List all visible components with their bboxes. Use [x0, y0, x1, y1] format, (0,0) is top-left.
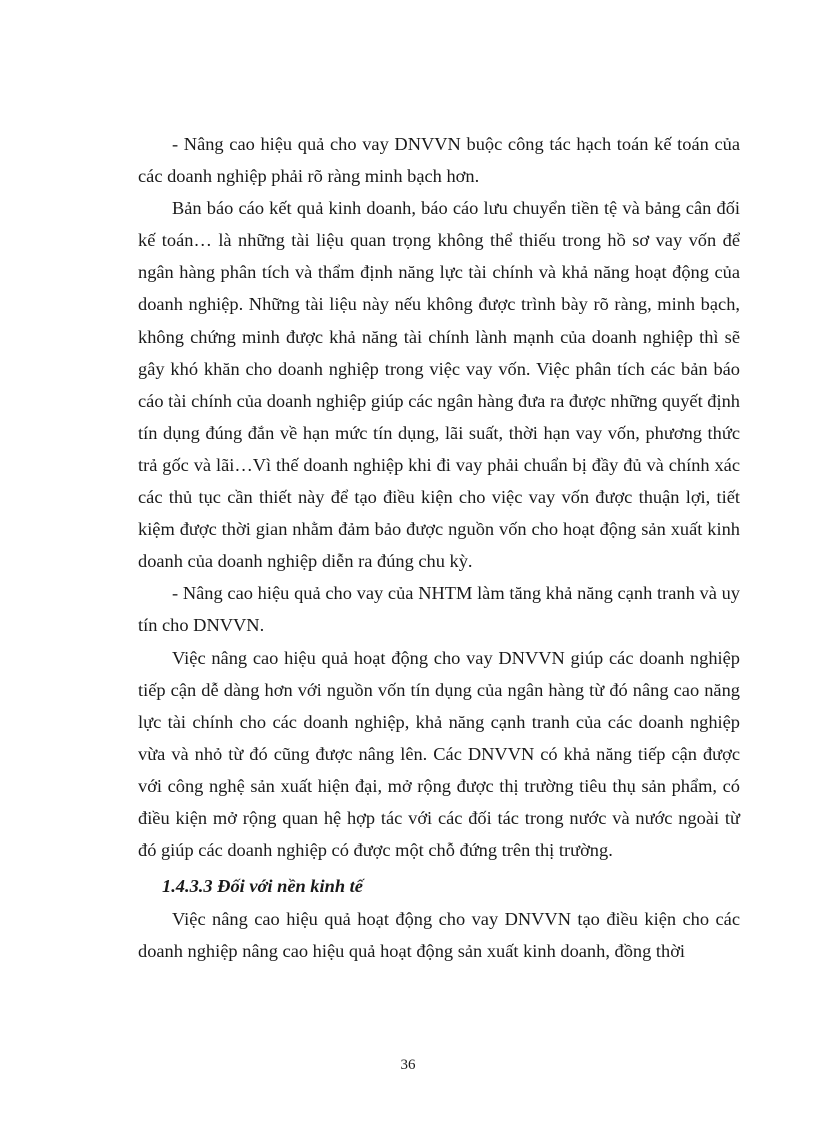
page-body: [138, 128, 740, 967]
paragraph-financial-reports: Bản báo cáo kết quả kinh doanh, báo cáo lưu chuyển tiền tệ và bảng cân đối kế toán… là những tài liệu quan trọng không thể thiếu trong hồ sơ vay vốn để ngân hàng phân tích và thẩm định năng lực tài chính và khả năng hoạt động của doanh nghiệp. Những tài liệu này nếu không được trình bày rõ ràng, minh bạch, không chứng minh được khả năng tài chính lành mạnh của doanh nghiệp thì sẽ gây khó khăn cho doanh nghiệp trong việc vay vốn. Việc phân tích các bản báo cáo tài chính của doanh nghiệp giúp các ngân hàng đưa ra được những quyết định tín dụng đúng đắn về hạn mức tín dụng, lãi suất, thời hạn vay vốn, phương thức trả gốc và lãi…Vì thế doanh nghiệp khi đi vay phải chuẩn bị đầy đủ và chính xác các thủ tục cần thiết này để tạo điều kiện cho việc vay vốn được thuận lợi, tiết kiệm được thời gian nhằm đảm bảo được nguồn vốn cho hoạt động sản xuất kinh doanh của doanh nghiệp diễn ra đúng chu kỳ.: [138, 198, 740, 572]
page-number: 36: [400, 1057, 416, 1073]
paragraph-competitiveness: - Nâng cao hiệu quả cho vay của NHTM làm tăng khả năng cạnh tranh và uy tín cho DNVVN.: [138, 583, 740, 636]
section-heading: 1.4.3.3 Đối với nền kinh tế: [162, 876, 363, 897]
paragraph-economy-impact: Việc nâng cao hiệu quả hoạt động cho vay DNVVN tạo điều kiện cho các doanh nghiệp nâng cao hiệu quả hoạt động sản xuất kinh doanh, đồng thời: [138, 909, 740, 962]
paragraph-accounting-transparency: - Nâng cao hiệu quả cho vay DNVVN buộc công tác hạch toán kế toán của các doanh nghiệp phải rõ ràng minh bạch hơn.: [138, 134, 740, 187]
paragraph-capital-access: Việc nâng cao hiệu quả hoạt động cho vay DNVVN giúp các doanh nghiệp tiếp cận dễ dàng hơn với nguồn vốn tín dụng của ngân hàng từ đó nâng cao năng lực tài chính cho các doanh nghiệp, khả năng cạnh tranh của các doanh nghiệp vừa và nhỏ từ đó cũng được nâng lên. Các DNVVN có khả năng tiếp cận được với công nghệ sản xuất hiện đại, mở rộng được thị trường tiêu thụ sản phẩm, có điều kiện mở rộng quan hệ hợp tác với các đối tác trong nước và nước ngoài từ đó giúp các doanh nghiệp có được một chỗ đứng trên thị trường.: [138, 647, 740, 861]
